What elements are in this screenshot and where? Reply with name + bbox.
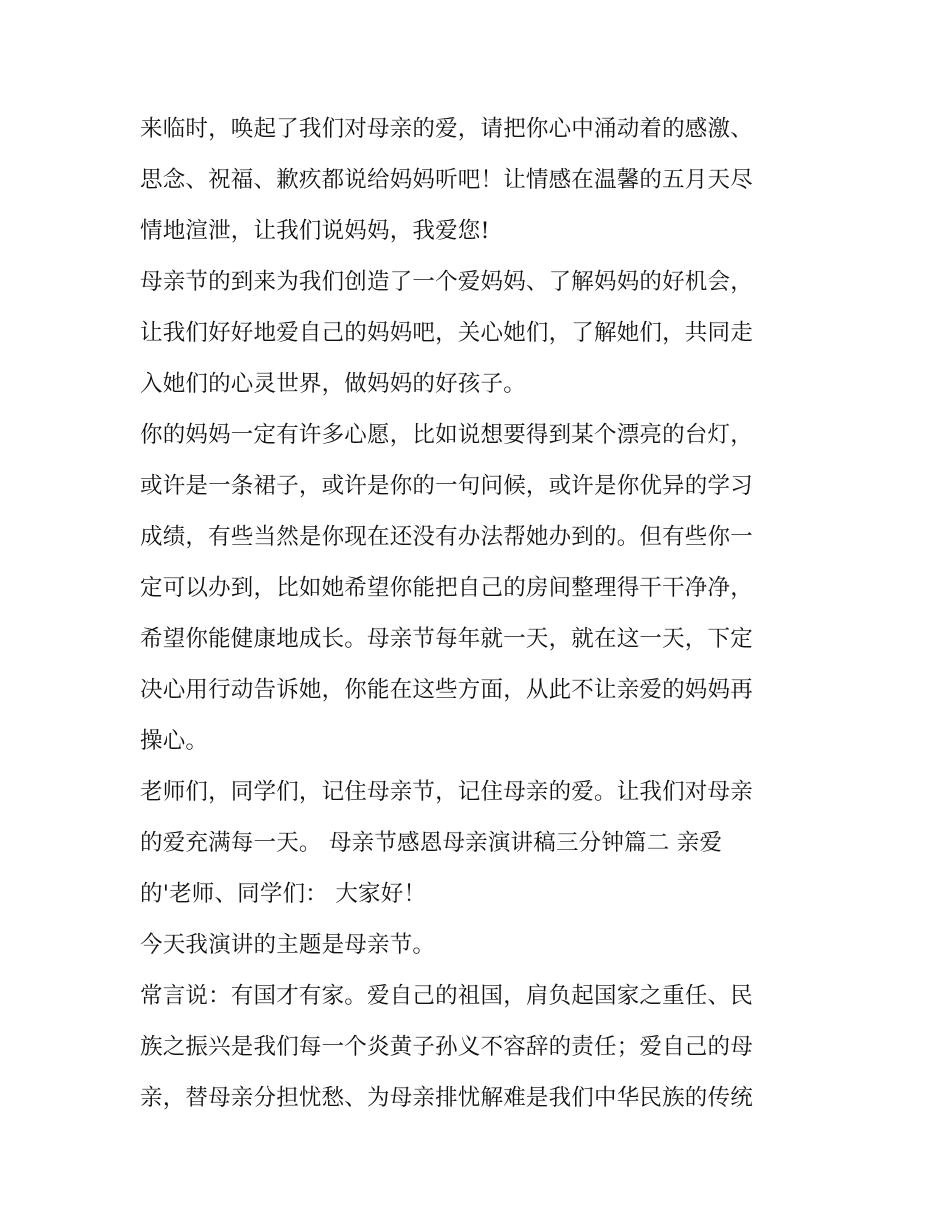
text-line: 或许是一条裙子，或许是你的一句问候，或许是你优异的学习 [140, 473, 753, 499]
text-line: 定可以办到，比如她希望你能把自己的房间整理得干干净净， [140, 575, 753, 601]
text-line: 的爱充满每一天。 母亲节感恩母亲演讲稿三分钟篇二 亲爱 [140, 830, 723, 856]
text-line: 来临时，唤起了我们对母亲的爱，请把你心中涌动着的感激、 [140, 116, 753, 142]
text-line: 思念、祝福、歉疚都说给妈妈听吧！让情感在温馨的五月天尽 [140, 167, 753, 193]
text-line: 亲，替母亲分担忧愁、为母亲排忧解难是我们中华民族的传统 [140, 1085, 753, 1111]
text-line: 成绩，有些当然是你现在还没有办法帮她办到的。但有些你一 [140, 524, 753, 550]
text-line: 的'老师、同学们： 大家好！ [140, 881, 427, 907]
text-line: 决心用行动告诉她，你能在这些方面，从此不让亲爱的妈妈再 [140, 677, 753, 703]
text-line: 老师们，同学们，记住母亲节，记住母亲的爱。让我们对母亲 [140, 779, 753, 805]
text-line: 入她们的心灵世界，做妈妈的好孩子。 [140, 371, 526, 397]
body-text [140, 104, 820, 1124]
text-line: 你的妈妈一定有许多心愿，比如说想要得到某个漂亮的台灯， [140, 422, 753, 448]
text-line: 希望你能健康地成长。母亲节每年就一天，就在这一天，下定 [140, 626, 753, 652]
text-line: 族之振兴是我们每一个炎黄子孙义不容辞的责任；爱自己的母 [140, 1034, 753, 1060]
text-line: 操心。 [140, 728, 209, 754]
text-line: 常言说：有国才有家。爱自己的祖国，肩负起国家之重任、民 [140, 983, 753, 1009]
text-line: 让我们好好地爱自己的妈妈吧，关心她们，了解她们，共同走 [140, 320, 753, 346]
text-line: 母亲节的到来为我们创造了一个爱妈妈、了解妈妈的好机会， [140, 269, 753, 295]
text-line: 今天我演讲的主题是母亲节。 [140, 932, 436, 958]
text-line: 情地渲泄，让我们说妈妈，我爱您! [140, 218, 490, 244]
